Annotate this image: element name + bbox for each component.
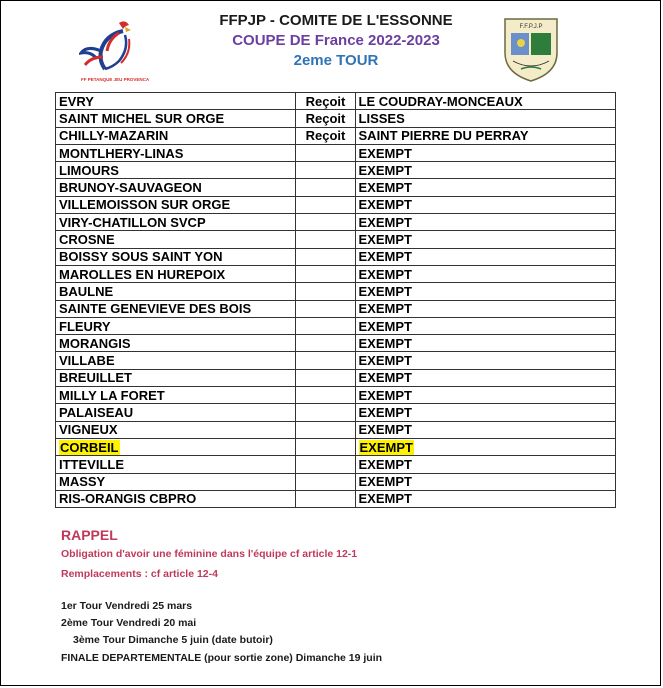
opponent-cell (355, 404, 615, 421)
opponent-cell (355, 317, 615, 334)
opponent-cell (355, 231, 615, 248)
team-name-cell-text: VILLABE (59, 353, 115, 369)
team-name-cell (56, 265, 296, 282)
team-name-cell-text: ITTEVILLE (59, 456, 124, 472)
draw-table (55, 92, 616, 508)
receives-cell-text: Reçoit (305, 93, 346, 109)
table-row (56, 144, 616, 161)
opponent-cell (355, 283, 615, 300)
team-name-cell-text: BOISSY SOUS SAINT YON (59, 249, 223, 265)
team-name-cell-text: MORANGIS (59, 335, 131, 351)
receives-cell-text: Reçoit (305, 128, 346, 144)
opponent-cell (355, 335, 615, 352)
team-name-cell (56, 214, 296, 231)
team-name-cell-text: CHILLY-MAZARIN (59, 128, 169, 144)
date-tour2: 2ème Tour Vendredi 20 mai (61, 617, 197, 629)
team-name-cell-text: CROSNE (59, 232, 115, 248)
table-row (56, 231, 616, 248)
rule-feminine: Obligation d'avoir une féminine dans l'équipe cf article 12-1 (61, 548, 358, 560)
team-name-cell (56, 369, 296, 386)
team-name-cell-text: EVRY (59, 93, 94, 109)
table-row (56, 352, 616, 369)
receives-cell (296, 265, 355, 282)
team-name-cell-text: BREUILLET (59, 370, 132, 386)
opponent-cell (355, 456, 615, 473)
opponent-cell-text: EXEMPT (358, 232, 412, 248)
team-name-cell (56, 404, 296, 421)
receives-cell (296, 404, 355, 421)
team-name-cell-text: VILLEMOISSON SUR ORGE (59, 197, 231, 213)
team-name-cell (56, 352, 296, 369)
receives-cell-text: Reçoit (305, 110, 346, 126)
ffpjp-shield-logo (503, 17, 559, 83)
table-row (56, 438, 616, 455)
team-name-cell (56, 127, 296, 144)
opponent-cell-text: EXEMPT (358, 404, 412, 420)
team-name-cell-text: MILLY LA FORET (59, 387, 165, 403)
receives-cell (296, 490, 355, 507)
table-row (56, 473, 616, 490)
opponent-cell (355, 144, 615, 161)
opponent-cell-text: LISSES (358, 110, 405, 126)
team-name-cell-text: BAULNE (59, 283, 114, 299)
team-name-cell-text: SAINTE GENEVIEVE DES BOIS (59, 301, 252, 317)
opponent-cell-text: EXEMPT (358, 283, 412, 299)
opponent-cell (355, 369, 615, 386)
opponent-cell-text: EXEMPT (358, 353, 412, 369)
receives-cell (296, 387, 355, 404)
team-name-cell (56, 144, 296, 161)
table-row (56, 335, 616, 352)
opponent-cell (355, 179, 615, 196)
team-name-cell (56, 110, 296, 127)
opponent-cell-text: EXEMPT (358, 474, 412, 490)
opponent-cell-text: EXEMPT (358, 456, 412, 472)
team-name-cell (56, 300, 296, 317)
date-tour3: 3ème Tour Dimanche 5 juin (date butoir) (73, 634, 273, 646)
table-row (56, 127, 616, 144)
receives-cell (296, 179, 355, 196)
team-name-cell-text: MASSY (59, 474, 106, 490)
opponent-cell (355, 490, 615, 507)
team-name-cell (56, 317, 296, 334)
team-name-cell (56, 438, 296, 455)
receives-cell (296, 214, 355, 231)
team-name-cell (56, 490, 296, 507)
table-row (56, 162, 616, 179)
team-name-cell (56, 473, 296, 490)
receives-cell (296, 93, 355, 110)
opponent-cell (355, 248, 615, 265)
opponent-cell-text: EXEMPT (358, 266, 412, 282)
opponent-cell-text: EXEMPT (358, 491, 412, 507)
receives-cell (296, 144, 355, 161)
logo-left-caption: FF PETANQUE JEU PROVENCAL (81, 77, 149, 82)
table-row (56, 317, 616, 334)
opponent-cell (355, 127, 615, 144)
team-name-cell-text: PALAISEAU (59, 404, 134, 420)
logo-right-caption: F.F.P.J.P (519, 24, 543, 30)
table-row (56, 179, 616, 196)
receives-cell (296, 196, 355, 213)
team-name-cell-text: VIRY-CHATILLON SVCP (59, 214, 206, 230)
receives-cell (296, 421, 355, 438)
table-row (56, 369, 616, 386)
receives-cell (296, 456, 355, 473)
receives-cell (296, 162, 355, 179)
opponent-cell (355, 93, 615, 110)
opponent-cell-text: EXEMPT (358, 214, 412, 230)
team-name-cell (56, 248, 296, 265)
table-row (56, 387, 616, 404)
opponent-cell (355, 473, 615, 490)
team-name-cell (56, 231, 296, 248)
opponent-cell (355, 352, 615, 369)
team-name-cell (56, 196, 296, 213)
team-name-cell-text: RIS-ORANGIS CBPRO (59, 491, 197, 507)
receives-cell (296, 127, 355, 144)
team-name-cell-text: MAROLLES EN HUREPOIX (59, 266, 226, 282)
table-row (56, 283, 616, 300)
receives-cell (296, 438, 355, 455)
receives-cell (296, 317, 355, 334)
ffpjp-rooster-logo (79, 17, 149, 87)
header-title: FFPJP - COMITE DE L'ESSONNE (219, 12, 453, 29)
page-header (181, 11, 491, 71)
table-row (56, 110, 616, 127)
opponent-cell (355, 214, 615, 231)
table-row (56, 265, 616, 282)
opponent-cell (355, 387, 615, 404)
team-name-cell (56, 335, 296, 352)
team-name-cell-text: FLEURY (59, 318, 111, 334)
header-competition: COUPE DE France 2022-2023 (232, 32, 440, 49)
team-name-cell-text: CORBEIL (60, 439, 119, 455)
date-finale: FINALE DEPARTEMENTALE (pour sortie zone) Dimanche 19 juin (61, 652, 383, 664)
opponent-cell-text: EXEMPT (359, 439, 413, 455)
team-name-cell (56, 179, 296, 196)
table-row (56, 300, 616, 317)
opponent-cell (355, 300, 615, 317)
team-name-cell-text: BRUNOY-SAUVAGEON (59, 180, 202, 196)
receives-cell (296, 352, 355, 369)
table-row (56, 196, 616, 213)
receives-cell (296, 300, 355, 317)
opponent-cell-text: EXEMPT (358, 249, 412, 265)
header-round: 2eme TOUR (293, 52, 379, 69)
receives-cell (296, 283, 355, 300)
team-name-cell-text: SAINT MICHEL SUR ORGE (59, 110, 225, 126)
rule-replacements: Remplacements : cf article 12-4 (61, 568, 218, 580)
opponent-cell-text: EXEMPT (358, 318, 412, 334)
team-name-cell (56, 456, 296, 473)
table-row (56, 93, 616, 110)
team-name-cell (56, 283, 296, 300)
receives-cell (296, 110, 355, 127)
opponent-cell-text: EXEMPT (358, 370, 412, 386)
table-row (56, 404, 616, 421)
opponent-cell-text: EXEMPT (358, 180, 412, 196)
team-name-cell (56, 387, 296, 404)
team-name-cell (56, 162, 296, 179)
opponent-cell (355, 196, 615, 213)
receives-cell (296, 231, 355, 248)
opponent-cell-text: EXEMPT (358, 197, 412, 213)
team-name-cell-text: VIGNEUX (59, 422, 118, 438)
opponent-cell-text: EXEMPT (358, 387, 412, 403)
opponent-cell (355, 265, 615, 282)
opponent-cell-text: LE COUDRAY-MONCEAUX (358, 93, 523, 109)
opponent-cell (355, 438, 615, 455)
table-row (56, 248, 616, 265)
receives-cell (296, 248, 355, 265)
opponent-cell-text: EXEMPT (358, 301, 412, 317)
opponent-cell (355, 421, 615, 438)
receives-cell (296, 473, 355, 490)
team-name-cell (56, 421, 296, 438)
opponent-cell-text: EXEMPT (358, 145, 412, 161)
table-row (56, 421, 616, 438)
opponent-cell-text: EXEMPT (358, 162, 412, 178)
rappel-heading: RAPPEL (61, 527, 118, 543)
date-tour1: 1er Tour Vendredi 25 mars (61, 600, 193, 612)
team-name-cell-text: MONTLHERY-LINAS (59, 145, 184, 161)
table-row (56, 214, 616, 231)
opponent-cell-text: SAINT PIERRE DU PERRAY (358, 128, 529, 144)
opponent-cell (355, 162, 615, 179)
table-row (56, 490, 616, 507)
opponent-cell (355, 110, 615, 127)
opponent-cell-text: EXEMPT (358, 335, 412, 351)
team-name-cell-text: LIMOURS (59, 162, 119, 178)
opponent-cell-text: EXEMPT (358, 422, 412, 438)
receives-cell (296, 335, 355, 352)
receives-cell (296, 369, 355, 386)
table-row (56, 456, 616, 473)
team-name-cell (56, 93, 296, 110)
